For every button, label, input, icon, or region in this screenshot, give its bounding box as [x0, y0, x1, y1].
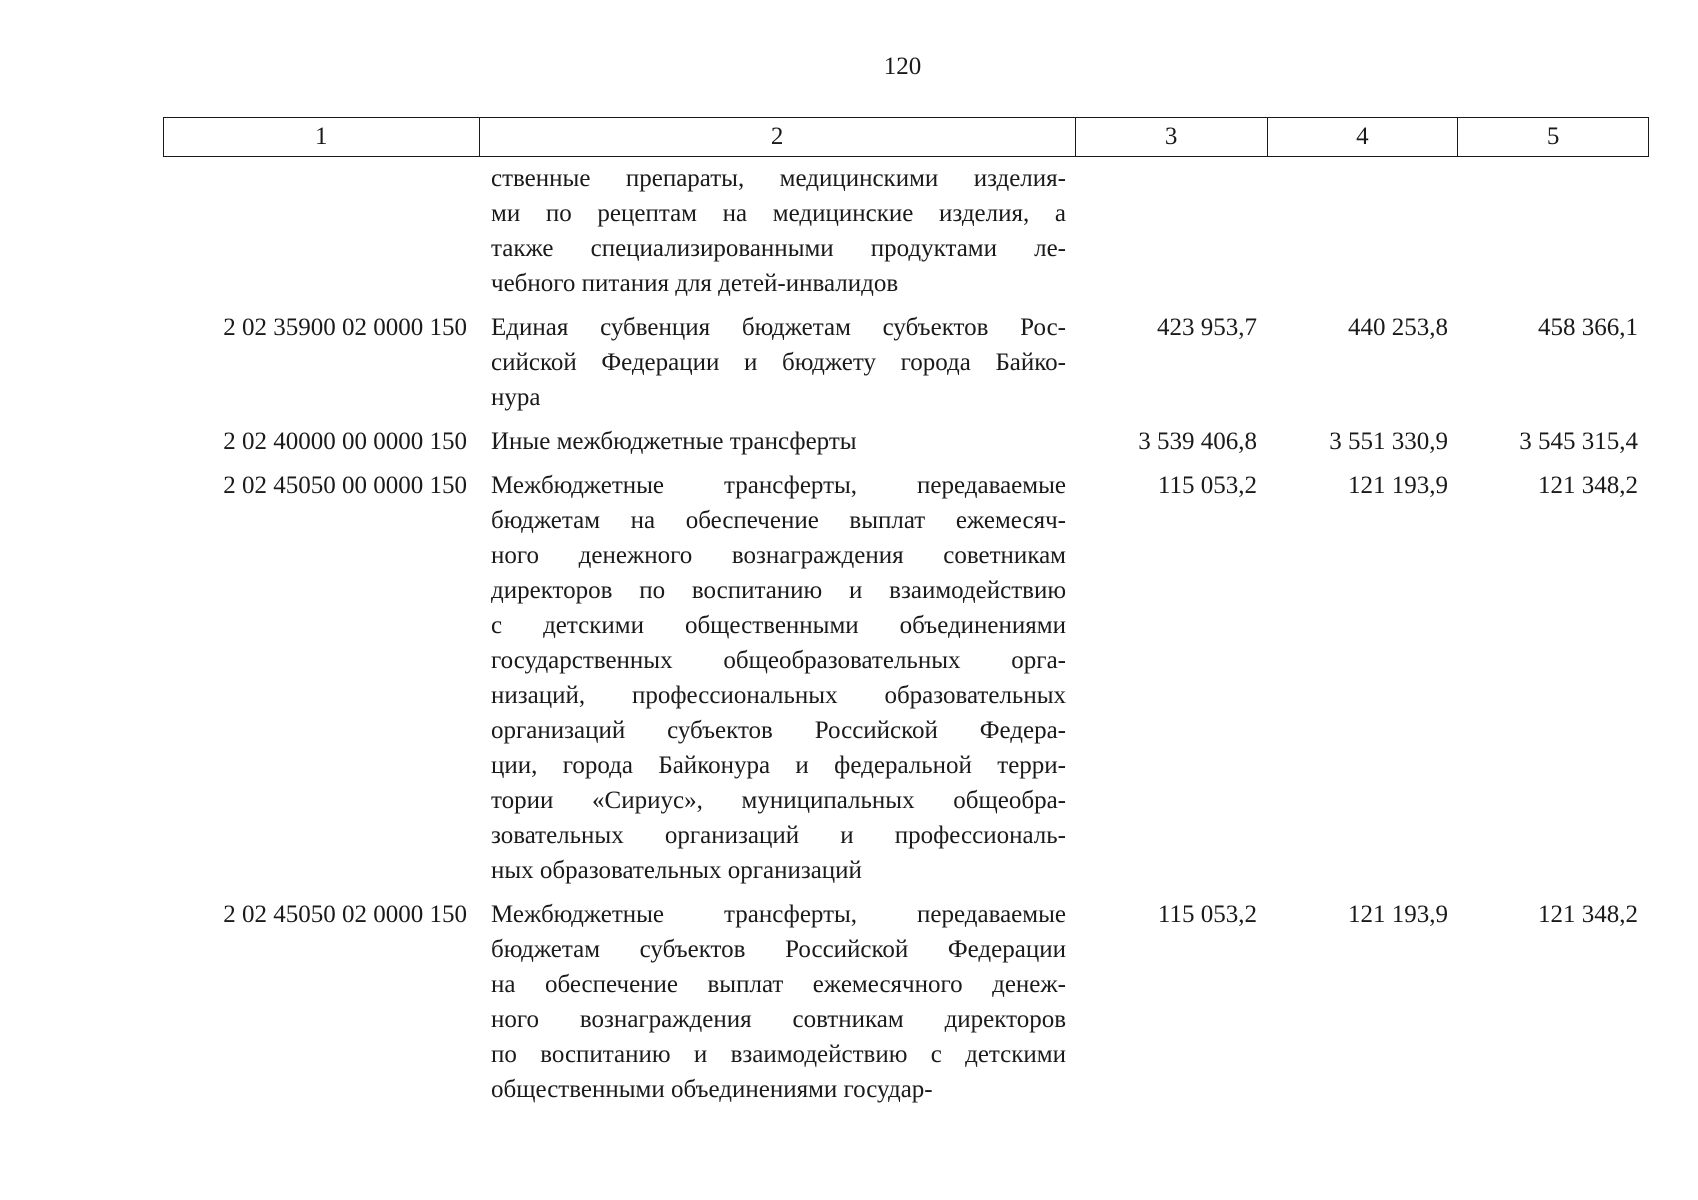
row-value-col5 — [1459, 161, 1649, 301]
row-value-col3: 115 053,2 — [1157, 472, 1257, 499]
row-code — [163, 161, 479, 301]
header-col-2: 2 — [480, 118, 1076, 156]
row-description — [479, 310, 1076, 415]
page-number: 120 — [883, 53, 922, 80]
description-line: по воспитанию и взаимодействию с детскими — [491, 1041, 1066, 1068]
row-description — [479, 468, 1076, 888]
table-row — [163, 161, 1649, 301]
description-line: ственные препараты, медицинскими изделия- — [491, 165, 1066, 192]
table-row — [163, 310, 1649, 415]
description-line: нура — [491, 384, 541, 411]
row-value-col4: 440 253,8 — [1348, 314, 1448, 341]
header-col-5: 5 — [1546, 123, 1560, 150]
row-description — [479, 424, 1076, 459]
description-line: тории «Сириус», муниципальных общеобра- — [491, 787, 1066, 814]
header-col-1: 1 — [164, 118, 480, 156]
description-line: зовательных организаций и профессиональ- — [491, 822, 1066, 849]
table-body — [163, 161, 1649, 1116]
row-value-col5: 3 545 315,4 — [1519, 428, 1638, 455]
description-line: организаций субъектов Российской Федера- — [491, 717, 1066, 744]
description-line: Иные межбюджетные трансферты — [491, 428, 857, 455]
description-line: низаций, профессиональных образовательных — [491, 682, 1066, 709]
row-value-col4 — [1268, 161, 1459, 301]
description-line: бюджетам субъектов Российской Федерации — [491, 936, 1066, 963]
row-value-col3: 3 539 406,8 — [1138, 428, 1257, 455]
row-value-col5: 121 348,2 — [1538, 472, 1638, 499]
row-code: 2 02 45050 00 0000 150 — [223, 472, 467, 499]
table-row — [163, 897, 1649, 1107]
description-line: Межбюджетные трансферты, передаваемые — [491, 901, 1066, 928]
description-line: на обеспечение выплат ежемесячного денеж- — [491, 971, 1066, 998]
row-value-col4: 3 551 330,9 — [1329, 428, 1448, 455]
description-line: ции, города Байконура и федеральной терри- — [491, 752, 1066, 779]
row-description — [479, 161, 1076, 301]
description-line: ных образовательных организаций — [491, 857, 862, 884]
row-value-col4: 121 193,9 — [1348, 472, 1448, 499]
row-value-col3: 115 053,2 — [1157, 901, 1257, 928]
description-line: ного вознаграждения совтникам директоров — [491, 1006, 1066, 1033]
table-row — [163, 468, 1649, 888]
description-line: также специализированными продуктами ле- — [491, 235, 1066, 262]
row-value-col5: 458 366,1 — [1538, 314, 1638, 341]
description-line: с детскими общественными объединениями — [491, 612, 1066, 639]
description-line: общественными объединениями государ- — [491, 1076, 933, 1103]
description-line: директоров по воспитанию и взаимодействию — [491, 577, 1066, 604]
description-line: государственных общеобразовательных орга- — [491, 647, 1066, 674]
description-line: ного денежного вознаграждения советникам — [491, 542, 1066, 569]
description-line: сийской Федерации и бюджету города Байко- — [491, 349, 1066, 376]
description-line: чебного питания для детей-инвалидов — [491, 270, 899, 297]
table-row — [163, 424, 1649, 459]
row-code: 2 02 45050 02 0000 150 — [223, 901, 467, 928]
description-line: Межбюджетные трансферты, передаваемые — [491, 472, 1066, 499]
row-value-col5: 121 348,2 — [1538, 901, 1638, 928]
row-code: 2 02 40000 00 0000 150 — [223, 428, 467, 455]
header-col-4: 4 — [1268, 118, 1459, 156]
row-code: 2 02 35900 02 0000 150 — [223, 314, 467, 341]
description-line: ми по рецептам на медицинские изделия, а — [491, 200, 1066, 227]
row-value-col3 — [1076, 161, 1268, 301]
header-col-3: 3 — [1076, 118, 1268, 156]
description-line: Единая субвенция бюджетам субъектов Рос- — [491, 314, 1066, 341]
row-value-col4: 121 193,9 — [1348, 901, 1448, 928]
description-line: бюджетам на обеспечение выплат ежемесяч- — [491, 507, 1066, 534]
table-header — [163, 117, 1649, 157]
row-value-col3: 423 953,7 — [1157, 314, 1257, 341]
row-description — [479, 897, 1076, 1107]
